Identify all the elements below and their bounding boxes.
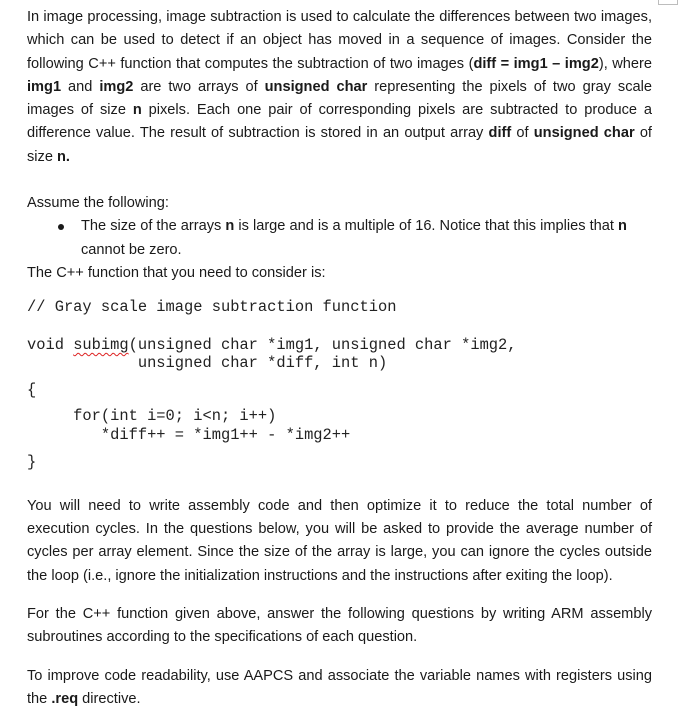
document-page xyxy=(27,6,652,711)
code-signature-line1: void subimg(unsigned char *img1, unsigned char *img2, xyxy=(27,335,517,354)
bullet-icon xyxy=(58,224,64,230)
readability-paragraph: To improve code readability, use AAPCS and associate the variable names with registers using the .req directive. xyxy=(27,667,652,707)
assume-heading: Assume the following: xyxy=(27,195,169,212)
function-intro: The C++ function that you need to consider is: xyxy=(27,264,326,281)
code-body-line: *diff++ = *img1++ - *img2++ xyxy=(27,425,351,444)
answer-paragraph: For the C++ function given above, answer the following questions by writing ARM assembly subroutines according to the specifications of each question. xyxy=(27,605,652,646)
code-comment: // Gray scale image subtraction function xyxy=(27,298,397,317)
code-for-line: for(int i=0; i<n; i++) xyxy=(27,407,277,426)
code-close-brace: } xyxy=(27,453,37,472)
req-directive: .req xyxy=(51,690,79,707)
function-name: subimg xyxy=(73,335,129,354)
assembly-paragraph: You will need to write assembly code and then optimize it to reduce the total number of execution cycles. In the questions below, you will be asked to provide the average number of cycles per array element. Since the size of the array is large, you can ignore the cycles outside the loop (i.e., ignore the initialization instructions and the instructions after exiting the loop). xyxy=(27,497,652,584)
assumption-bullet: The size of the arrays n is large and is a multiple of 16. Notice that this implies that n cannot be zero. xyxy=(27,215,652,262)
intro-paragraph: In image processing, image subtraction is used to calculate the differences between two images, which can be used to detect if an object has moved in a sequence of images. Consider the following C++ function that computes the subtraction of two images (diff = img1 – img2), where img1 and img2 are two arrays of unsigned char representing the pixels of two gray scale images of size n pixels. Each one pair of corresponding pixels are subtracted to produce a difference value. The result of subtraction is stored in an output array diff of unsigned char of size n. xyxy=(27,9,652,165)
formula-text: diff = img1 – img2 xyxy=(473,55,599,72)
code-open-brace: { xyxy=(27,380,37,399)
code-signature-line2: unsigned char *diff, int n) xyxy=(27,354,388,373)
page-corner-marker xyxy=(658,0,678,5)
